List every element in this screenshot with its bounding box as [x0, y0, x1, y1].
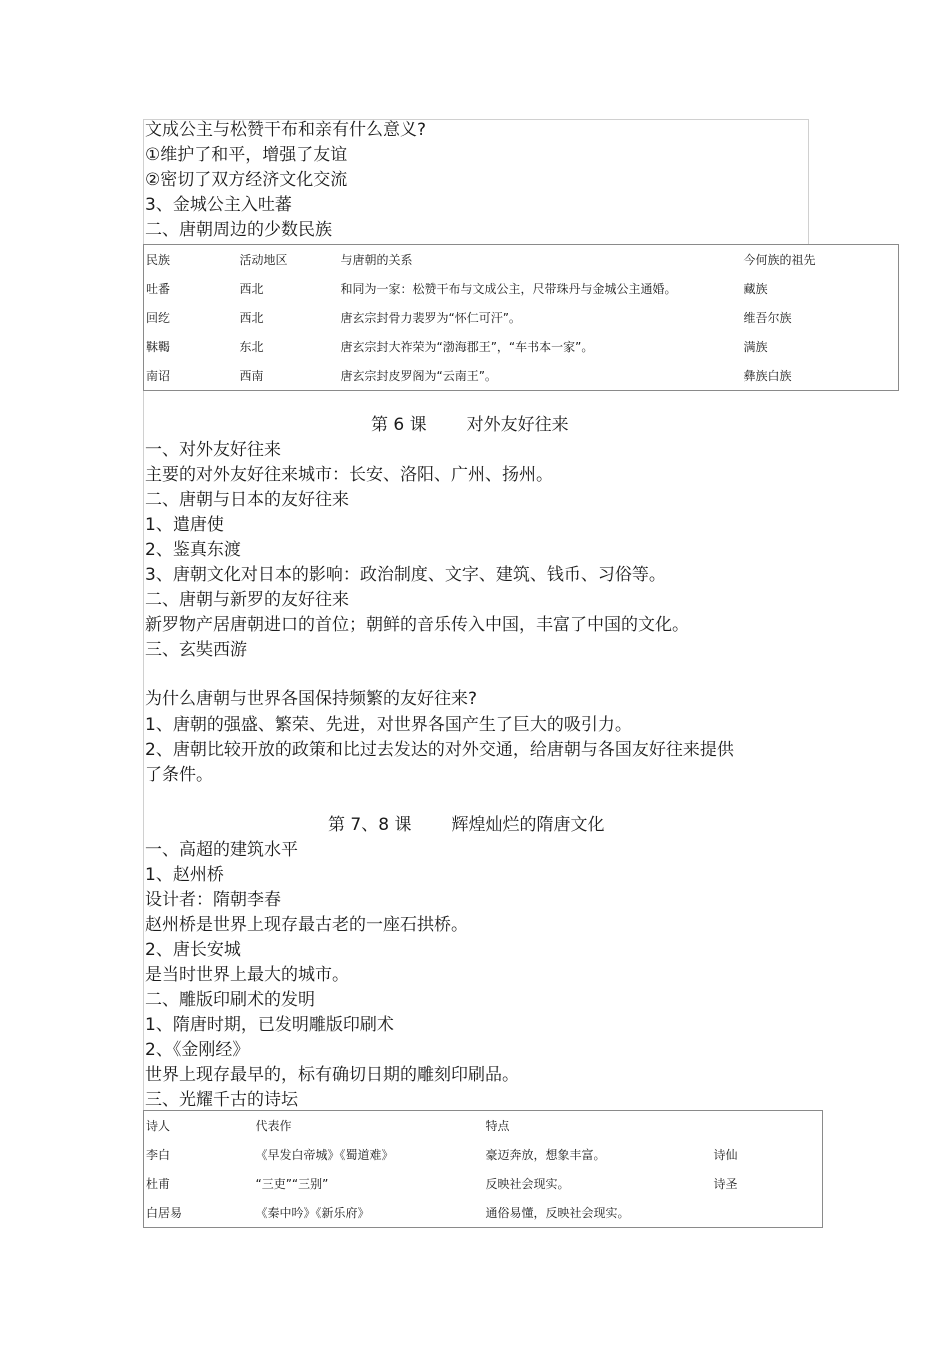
- lesson-title: [371, 414, 569, 436]
- table-header-cell: 与唐朝的关系: [340, 253, 413, 267]
- page-frame-left: [143, 388, 144, 1110]
- table-cell: 白居易: [146, 1206, 183, 1220]
- table-header-cell: 代表作: [255, 1119, 292, 1133]
- text-line: 赵州桥是世界上现存最古老的一座石拱桥。: [145, 915, 468, 935]
- text-line: 2、唐长安城: [145, 940, 241, 960]
- table-row: [144, 332, 899, 361]
- table-header-cell: 今何族的祖先: [743, 253, 816, 267]
- table-cell: 李白: [146, 1148, 171, 1162]
- text-line: 1、遣唐使: [145, 515, 224, 535]
- section-heading: 三、光耀千古的诗坛: [145, 1090, 298, 1110]
- section-heading: 一、对外友好往来: [145, 440, 281, 460]
- table-cell: 满族: [743, 340, 768, 354]
- text-line: 3、金城公主入吐蕃: [145, 195, 292, 215]
- table-row: [144, 361, 899, 391]
- table-row: [144, 274, 899, 303]
- question-line: 为什么唐朝与世界各国保持频繁的友好往来?: [145, 689, 478, 709]
- table-cell: 靺鞨: [146, 340, 171, 354]
- table-cell: 维吾尔族: [743, 311, 792, 325]
- table-header-cell: 活动地区: [239, 253, 288, 267]
- table-row: [144, 1169, 823, 1198]
- question-line: 文成公主与松赞干布和亲有什么意义?: [145, 120, 427, 140]
- poets-table: [143, 1110, 823, 1228]
- table-cell: 西北: [239, 282, 264, 296]
- table-cell: 吐番: [146, 282, 171, 296]
- lesson-name: 辉煌灿烂的隋唐文化: [451, 815, 605, 835]
- table-cell: 《早发白帝城》《蜀道难》: [255, 1148, 394, 1162]
- table-cell: 藏族: [743, 282, 768, 296]
- table-cell: 南诏: [146, 369, 171, 383]
- text-line: 2、《金刚经》: [145, 1040, 250, 1060]
- table-cell: 唐玄宗封骨力裴罗为“怀仁可汗”。: [340, 311, 521, 325]
- text-line: 1、唐朝的强盛、繁荣、先进，对世界各国产生了巨大的吸引力。: [145, 715, 632, 735]
- table-cell: “三吏”“三别”: [255, 1177, 329, 1191]
- section-heading: 三、玄奘西游: [145, 640, 247, 660]
- text-line: 1、赵州桥: [145, 865, 224, 885]
- table-cell: [712, 1198, 823, 1228]
- table-cell: 通俗易懂，反映社会现实。: [485, 1206, 630, 1220]
- section-heading: 二、雕版印刷术的发明: [145, 990, 315, 1010]
- lesson-name: 对外友好往来: [466, 415, 569, 435]
- table-cell: 诗仙: [713, 1148, 738, 1162]
- table-cell: 反映社会现实。: [485, 1177, 570, 1191]
- table-row: [144, 1198, 823, 1228]
- lesson-title: [328, 814, 604, 836]
- table-cell: 杜甫: [146, 1177, 171, 1191]
- table-cell: 回纥: [146, 311, 171, 325]
- table-cell: 和同为一家：松赞干布与文成公主，尺带珠丹与金城公主通婚。: [340, 282, 677, 296]
- table-header-cell: 民族: [146, 253, 171, 267]
- table-cell: 《秦中吟》《新乐府》: [255, 1206, 370, 1220]
- table-cell: 豪迈奔放，想象丰富。: [485, 1148, 606, 1162]
- text-line: 了条件。: [145, 765, 213, 785]
- text-line: 2、唐朝比较开放的政策和比过去发达的对外交通，给唐朝与各国友好往来提供: [145, 740, 734, 760]
- section-heading: 二、唐朝与日本的友好往来: [145, 490, 349, 510]
- text-line: 2、鉴真东渡: [145, 540, 241, 560]
- table-row: [144, 1140, 823, 1169]
- table-cell: 唐玄宗封皮罗阁为“云南王”。: [340, 369, 497, 383]
- text-line: 3、唐朝文化对日本的影响：政治制度、文字、建筑、钱币、习俗等。: [145, 565, 666, 585]
- table-header-row: [144, 245, 899, 275]
- section-heading: 二、唐朝周边的少数民族: [145, 220, 332, 240]
- table-cell: 彝族白族: [743, 369, 792, 383]
- text-line: 是当时世界上最大的城市。: [145, 965, 349, 985]
- text-line: 世界上现存最早的，标有确切日期的雕刻印刷品。: [145, 1065, 519, 1085]
- text-line: 设计者：隋朝李春: [145, 890, 281, 910]
- lesson-number: 第 7、8 课: [328, 815, 412, 835]
- text-line: 主要的对外友好往来城市：长安、洛阳、广州、扬州。: [145, 465, 553, 485]
- ethnic-groups-table: [143, 244, 899, 391]
- text-line: 1、隋唐时期，已发明雕版印刷术: [145, 1015, 394, 1035]
- table-cell: 西北: [239, 311, 264, 325]
- lesson-number: 第 6 课: [371, 415, 427, 435]
- table-header-cell: 特点: [485, 1119, 510, 1133]
- table-cell: 诗圣: [713, 1177, 738, 1191]
- answer-line: ②密切了双方经济文化交流: [145, 170, 348, 190]
- answer-line: ①维护了和平，增强了友谊: [145, 145, 348, 165]
- table-cell: 唐玄宗封大祚荣为“渤海郡王”，“车书本一家”。: [340, 340, 594, 354]
- table-header-row: [144, 1111, 823, 1141]
- text-line: 新罗物产居唐朝进口的首位；朝鲜的音乐传入中国，丰富了中国的文化。: [145, 615, 689, 635]
- section-heading: 一、高超的建筑水平: [145, 840, 298, 860]
- table-header-cell: [712, 1111, 823, 1141]
- table-cell: 西南: [239, 369, 264, 383]
- section-heading: 二、唐朝与新罗的友好往来: [145, 590, 349, 610]
- table-cell: 东北: [239, 340, 264, 354]
- table-header-cell: 诗人: [146, 1119, 171, 1133]
- table-row: [144, 303, 899, 332]
